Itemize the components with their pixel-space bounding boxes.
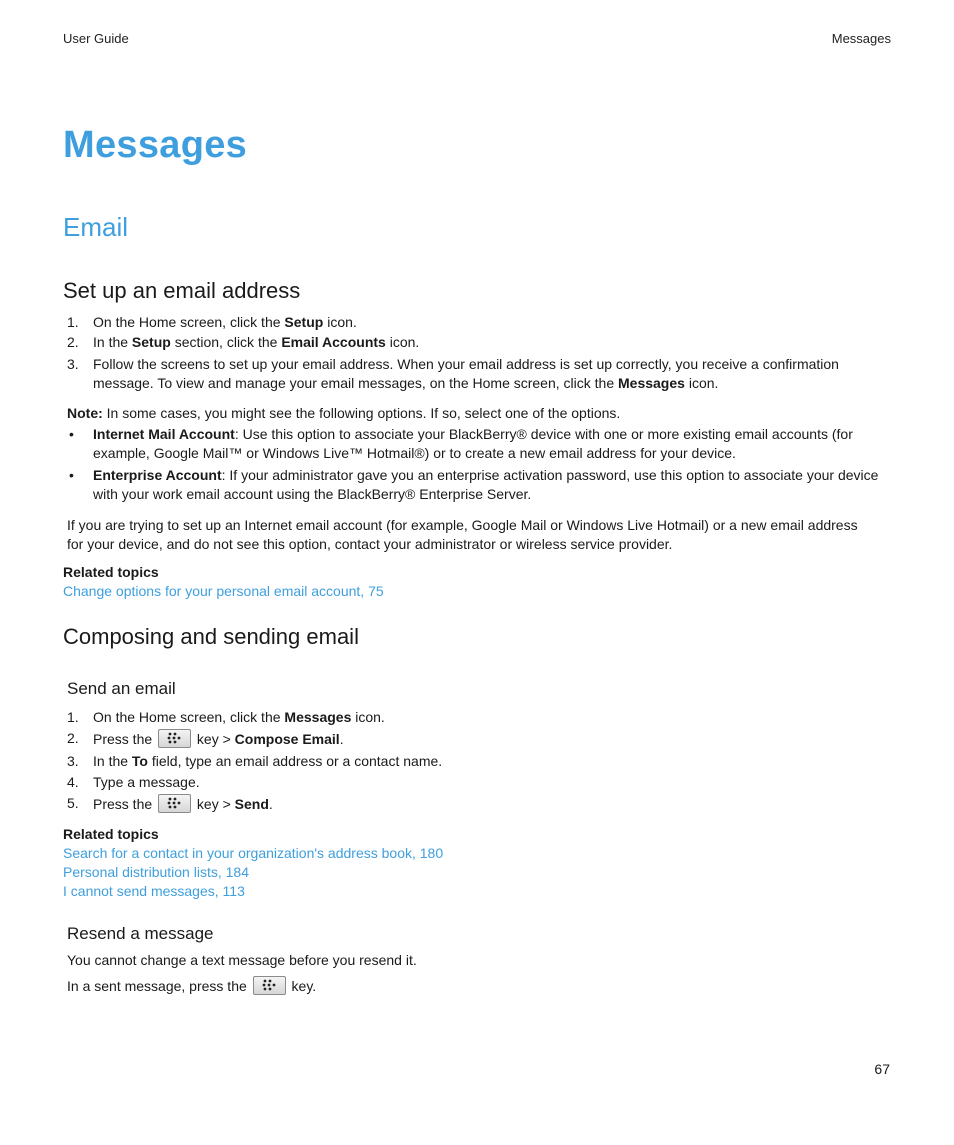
- step-number: 2.: [67, 730, 79, 746]
- section-title: Email: [63, 212, 129, 242]
- related-link-change-options[interactable]: Change options for your personal email account, 75: [63, 583, 384, 599]
- setup-heading: Set up an email address: [63, 278, 301, 303]
- step-number: 3.: [67, 356, 79, 372]
- blackberry-menu-key-icon: [158, 729, 191, 748]
- send-related-heading: Related topics: [63, 826, 159, 842]
- page-title: Messages: [63, 124, 248, 166]
- blackberry-menu-key-icon: [158, 794, 191, 813]
- step-number: 1.: [67, 709, 79, 725]
- step-number: 2.: [67, 334, 79, 350]
- setup-note: Note: In some cases, you might see the following options. If so, select one of the options.: [67, 405, 621, 421]
- step-number: 1.: [67, 314, 79, 330]
- step-number: 4.: [67, 774, 79, 790]
- step-number: 5.: [67, 795, 79, 811]
- related-link-distribution-lists[interactable]: Personal distribution lists, 184: [63, 864, 249, 880]
- composing-heading: Composing and sending email: [63, 624, 359, 649]
- resend-heading: Resend a message: [67, 924, 214, 943]
- setup-paragraph: If you are trying to set up an Internet email account (for example, Google Mail or Windows Live Hotmail) or a new email address for your device, and do not see this option, contact your administrator or wireless service provider.: [67, 517, 858, 552]
- page-number: 67: [874, 1061, 890, 1077]
- bullet-icon: •: [69, 467, 74, 483]
- step-number: 3.: [67, 753, 79, 769]
- blackberry-menu-key-icon: [253, 976, 286, 995]
- related-link-search-contact[interactable]: Search for a contact in your organization's address book, 180: [63, 845, 444, 861]
- related-link-cannot-send[interactable]: I cannot send messages, 113: [63, 883, 245, 899]
- note-label: Note:: [67, 405, 103, 421]
- running-header-right: Messages: [831, 31, 891, 46]
- setup-related-heading: Related topics: [63, 564, 159, 580]
- bullet-icon: •: [69, 426, 74, 442]
- running-header-left: User Guide: [63, 31, 129, 46]
- resend-line-2: In a sent message, press the key.: [67, 978, 317, 994]
- send-heading: Send an email: [67, 679, 176, 698]
- resend-line-1: You cannot change a text message before you resend it.: [67, 952, 417, 968]
